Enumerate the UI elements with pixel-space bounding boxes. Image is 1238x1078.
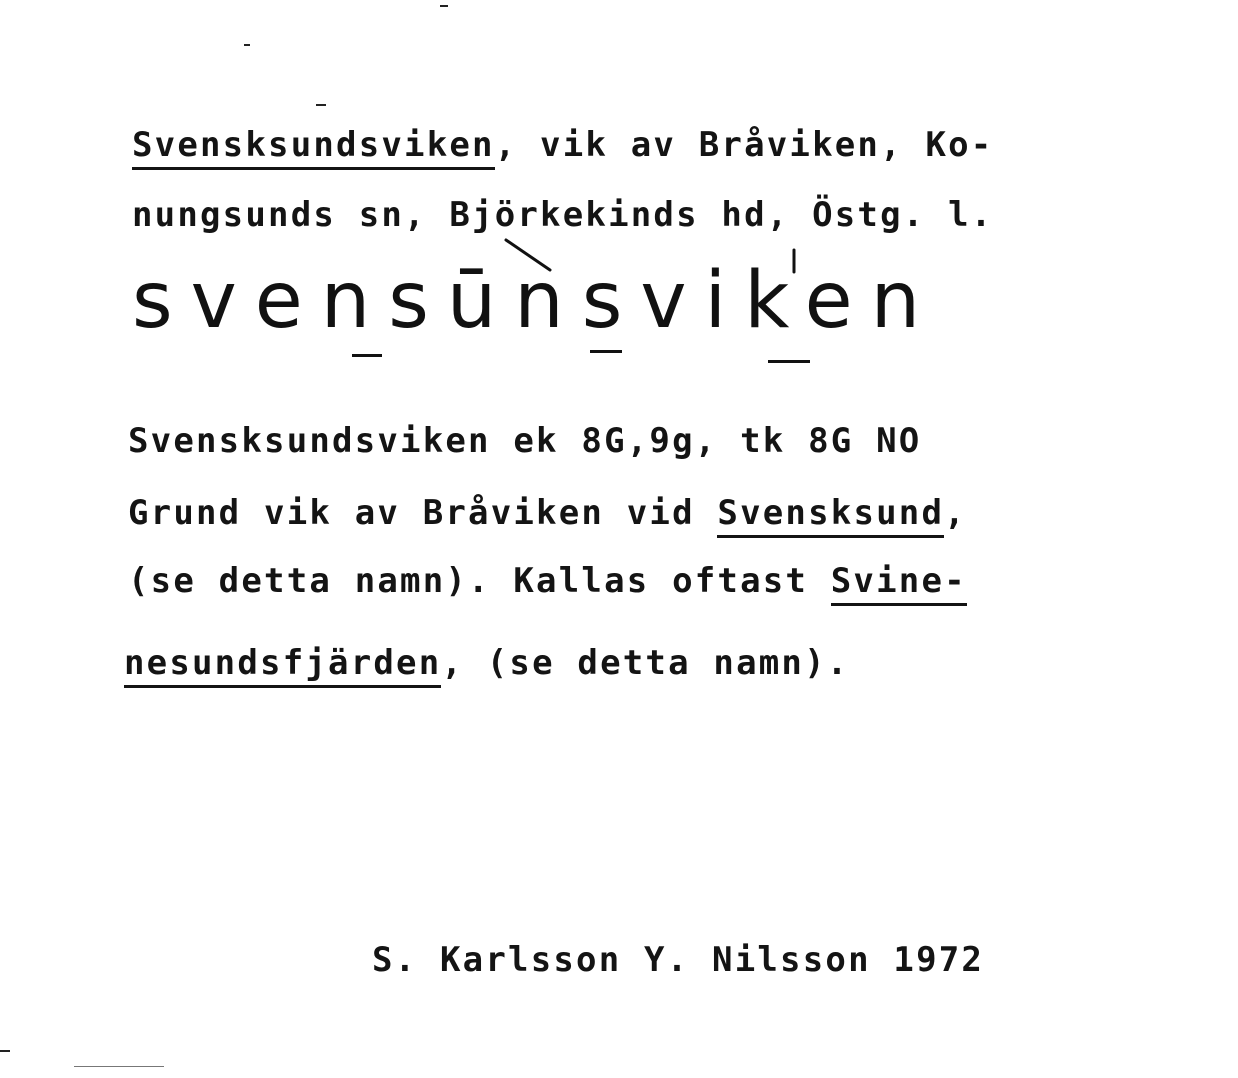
svine-reference: Svine- xyxy=(831,561,967,606)
pron-underline-n2 xyxy=(590,350,622,353)
body-line-2-text: Grund vik av Bråviken vid xyxy=(128,493,718,533)
pron-underline-n1 xyxy=(352,354,382,357)
svinesundsfjarden-reference: nesundsfjärden xyxy=(124,643,441,688)
body-line-3 xyxy=(128,561,967,601)
pron-underline-i xyxy=(768,360,810,363)
signature: S. Karlsson Y. Nilsson 1972 xyxy=(372,940,985,980)
header-line-2-text: nungsunds sn, Björkekinds hd, Östg. l. xyxy=(132,195,994,235)
header-line-1-rest: , vik av Bråviken, Ko- xyxy=(494,125,994,165)
body-line-1-text: Svensksundsviken ek 8G,9g, tk 8G NO xyxy=(128,421,922,461)
body-line-2 xyxy=(128,493,967,533)
body-line-3-text: (se detta namn). Kallas oftast xyxy=(128,561,831,601)
svensksund-reference: Svensksund xyxy=(717,493,944,538)
body-line-4-text: , (se detta namn). xyxy=(441,643,850,683)
body-line-1 xyxy=(128,421,922,461)
pronunciation-text: svensūnsviken xyxy=(132,256,939,346)
body-line-4 xyxy=(124,643,850,683)
body-line-2-end: , xyxy=(944,493,967,533)
headword: Svensksundsviken xyxy=(132,125,495,170)
